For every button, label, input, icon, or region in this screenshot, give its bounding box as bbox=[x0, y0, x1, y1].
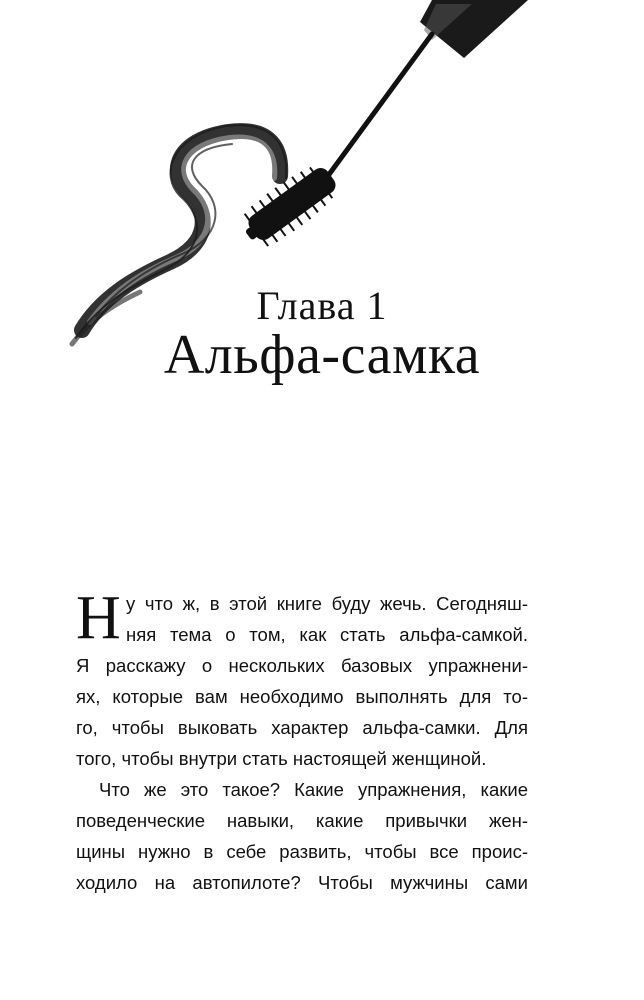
text-line: Я расскажу о нескольких базовых упражнени- bbox=[76, 655, 528, 676]
text-line: поведенческие навыки, какие привычки жен- bbox=[76, 810, 528, 831]
drop-cap: Н bbox=[76, 584, 121, 652]
text-line: няя тема о том, как стать альфа-самкой. bbox=[126, 624, 528, 645]
body-text bbox=[76, 584, 528, 898]
chapter-label: Глава 1 bbox=[256, 283, 388, 328]
text-line: го, чтобы выковать характер альфа-самки. Для bbox=[76, 717, 528, 738]
chapter-title: Альфа-самка bbox=[163, 324, 481, 386]
text-line: щины нужно в себе развить, чтобы все проис- bbox=[76, 841, 528, 862]
text-line: у что ж, в этой книге буду жечь. Сегодняш- bbox=[126, 593, 528, 614]
text-line: ях, которые вам необходимо выполнять для то- bbox=[76, 686, 528, 707]
text-line: Что же это такое? Какие упражнения, какие bbox=[99, 779, 528, 800]
text-line: того, чтобы внутри стать настоящей женщиной. bbox=[76, 748, 487, 769]
text-line: ходило на автопилоте? Чтобы мужчины сами bbox=[76, 872, 528, 893]
